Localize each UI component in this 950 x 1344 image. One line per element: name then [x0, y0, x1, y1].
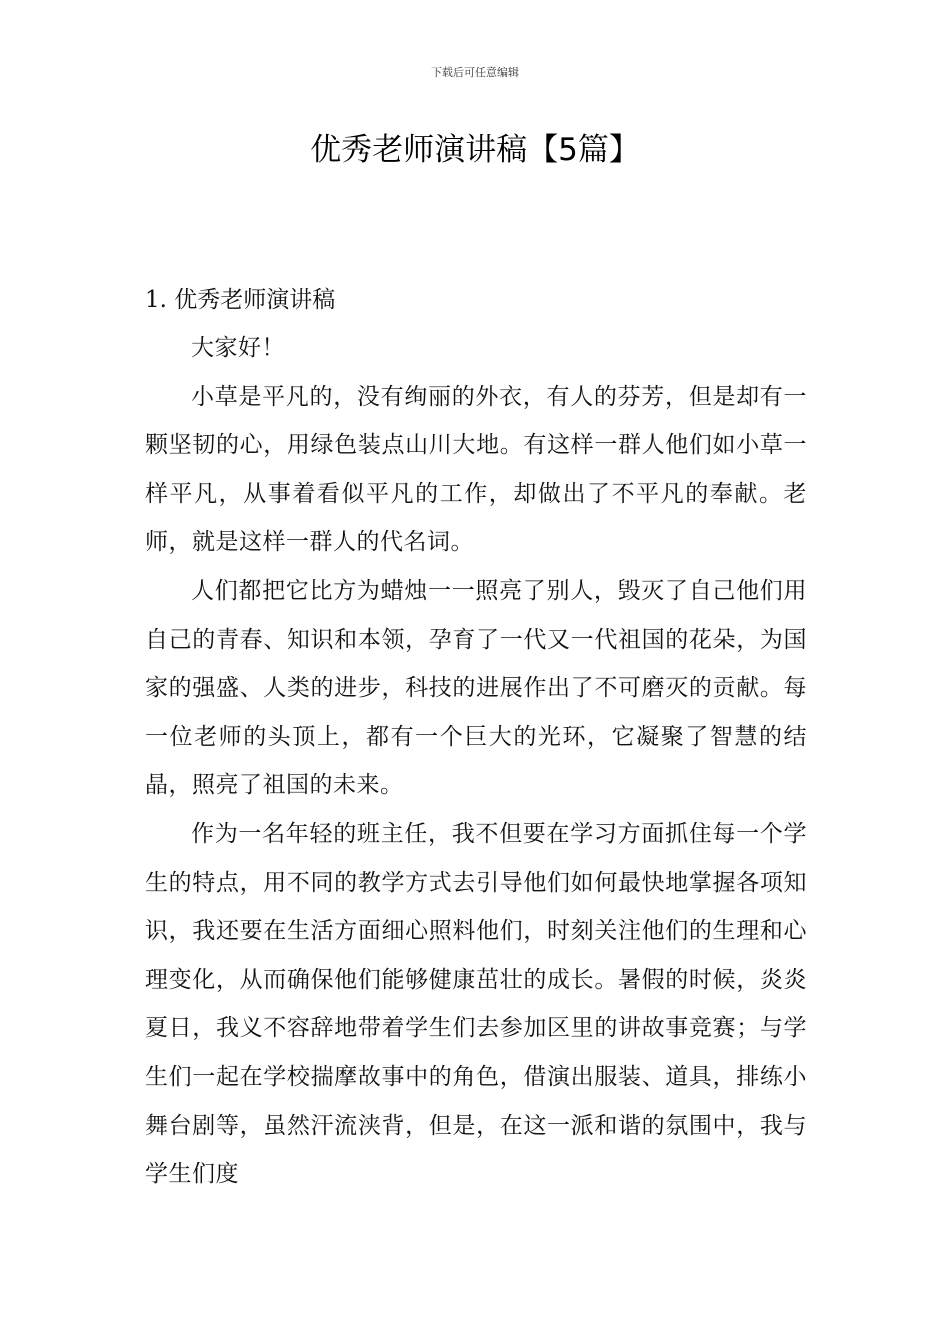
- paragraph: 人们都把它比方为蜡烛一一照亮了别人，毁灭了自己他们用自己的青春、知识和本领，孕育了一代又一代祖国的花朵，为国家的强盛、人类的进步，科技的进展作出了不可磨灭的贡献。每一位老师的头顶上，都有一个巨大的光环，它凝聚了智慧的结晶，照亮了祖国的未来。: [145, 577, 807, 799]
- header-note: 下载后可任意编辑: [431, 66, 519, 79]
- document-body: [145, 276, 807, 1199]
- document-title: 优秀老师演讲稿【5篇】: [310, 132, 640, 168]
- paragraph: 作为一名年轻的班主任，我不但要在学习方面抓住每一个学生的特点，用不同的教学方式去引导他们如何最快地掌握各项知识，我还要在生活方面细心照料他们，时刻关注他们的生理和心理变化，从而确保他们能够健康茁壮的成长。暑假的时候，炎炎夏日，我义不容辞地带着学生们去参加区里的讲故事竞赛；与学生们一起在学校揣摩故事中的角色，借演出服装、道具，排练小舞台剧等，虽然汗流浃背，但是，在这一派和谐的氛围中，我与学生们度: [145, 820, 807, 1188]
- paragraph: 小草是平凡的，没有绚丽的外衣，有人的芬芳，但是却有一颗坚韧的心，用绿色装点山川大地。有这样一群人他们如小草一样平凡，从事着看似平凡的工作，却做出了不平凡的奉献。老师，就是这样一群人的代名词。: [145, 383, 807, 556]
- paragraph-greeting: 大家好！: [191, 335, 285, 361]
- section-heading: 1. 优秀老师演讲稿: [145, 287, 336, 313]
